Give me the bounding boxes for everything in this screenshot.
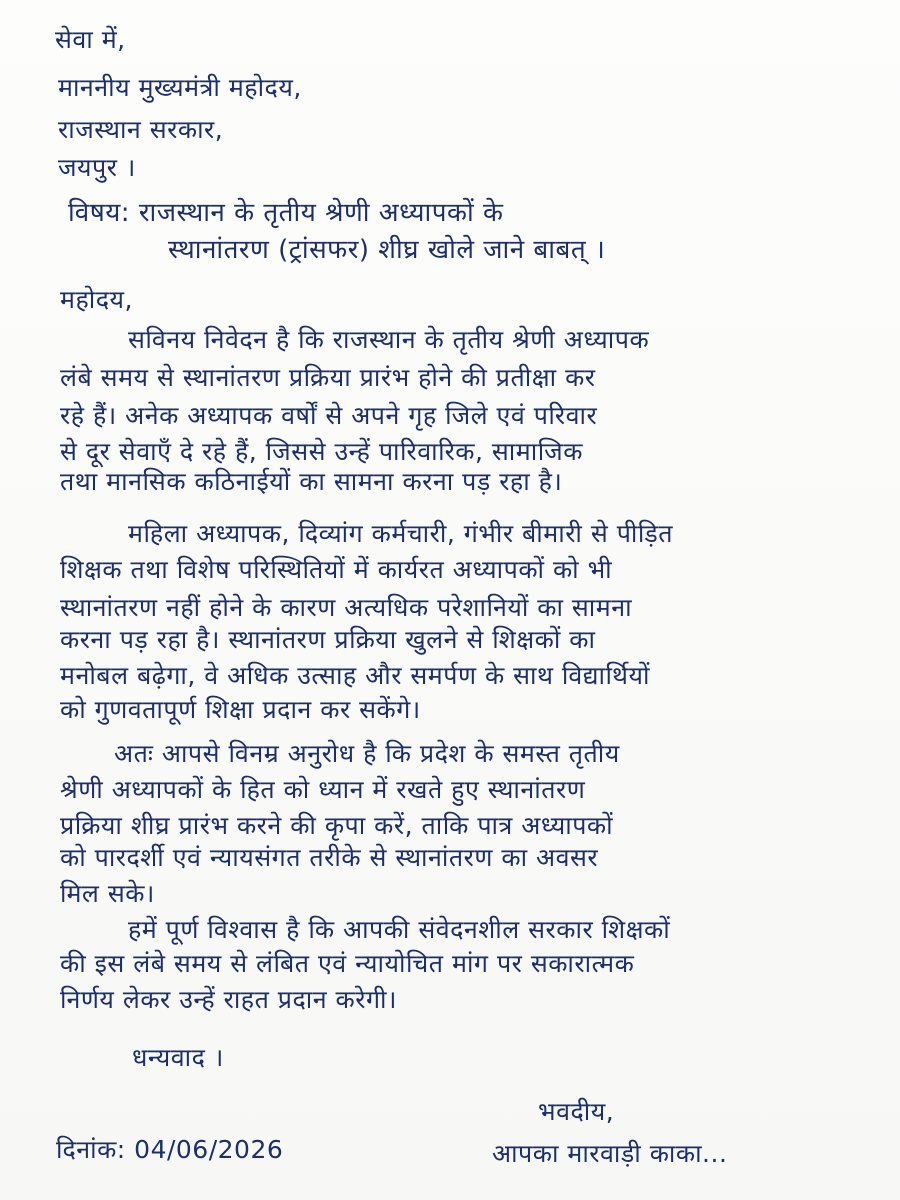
paragraph-1-line: सविनय निवेदन है कि राजस्थान के तृतीय श्रेणी अध्यापक <box>128 325 650 354</box>
paragraph-1-line: रहे हैं। अनेक अध्यापक वर्षों से अपने गृह जिले एवं परिवार <box>60 401 598 430</box>
paragraph-2-line: करना पड़ रहा है। स्थानांतरण प्रक्रिया खुलने से शिक्षकों का <box>60 625 596 654</box>
addressee: माननीय मुख्यमंत्री महोदय, <box>58 73 302 102</box>
paragraph-4-line: निर्णय लेकर उन्हें राहत प्रदान करेगी। <box>60 985 398 1014</box>
subject-line-1: विषय: राजस्थान के तृतीय श्रेणी अध्यापकों के <box>68 198 504 228</box>
subject-line-2: स्थानांतरण (ट्रांसफर) शीघ्र खोले जाने बाबत् । <box>168 235 606 265</box>
paragraph-3-line: मिल सके। <box>60 879 155 908</box>
paragraph-3-line: अतः आपसे विनम्र अनुरोध है कि प्रदेश के समस्त तृतीय <box>114 739 620 768</box>
paragraph-2-line: को गुणवतापूर्ण शिक्षा प्रदान कर सकेंगे। <box>60 695 421 724</box>
paragraph-3-line: श्रेणी अध्यापकों के हित को ध्यान में रखते हुए स्थानांतरण <box>60 775 586 804</box>
paragraph-2-line: महिला अध्यापक, दिव्यांग कर्मचारी, गंभीर बीमारी से पीड़ित <box>128 519 673 548</box>
closing: भवदीय, <box>538 1097 615 1126</box>
paragraph-3-line: प्रक्रिया शीघ्र प्रारंभ करने की कृपा करें, ताकि पात्र अध्यापकों <box>60 811 614 840</box>
paragraph-2-line: मनोबल बढ़ेगा, वे अधिक उत्साह और समर्पण के साथ विद्यार्थियों <box>60 661 650 690</box>
paragraph-1-line: तथा मानसिक कठिनाईयों का सामना करना पड़ रहा है। <box>60 467 563 496</box>
signature: आपका मारवाड़ी काका... <box>492 1139 728 1168</box>
thanks: धन्यवाद । <box>132 1043 224 1072</box>
paragraph-4-line: हमें पूर्ण विश्वास है कि आपकी संवेदनशील सरकार शिक्षकों <box>128 915 671 944</box>
paragraph-4-line: की इस लंबे समय से लंबित एवं न्यायोचित मांग पर सकारात्मक <box>60 949 635 978</box>
city: जयपुर । <box>58 153 136 182</box>
paragraph-2-line: स्थानांतरण नहीं होने के कारण अत्यधिक परेशानियों का सामना <box>60 593 633 622</box>
government: राजस्थान सरकार, <box>58 115 224 144</box>
date: दिनांक: 04/06/2026 <box>56 1135 284 1164</box>
greeting: महोदय, <box>60 285 133 314</box>
paragraph-3-line: को पारदर्शी एवं न्यायसंगत तरीके से स्थानांतरण का अवसर <box>60 843 599 872</box>
paragraph-1-line: से दूर सेवाएँ दे रहे हैं, जिससे उन्हें पारिवारिक, सामाजिक <box>60 437 583 466</box>
salutation-to: सेवा में, <box>55 25 126 54</box>
paragraph-1-line: लंबे समय से स्थानांतरण प्रक्रिया प्रारंभ होने की प्रतीक्षा कर <box>60 363 596 392</box>
paragraph-2-line: शिक्षक तथा विशेष परिस्थितियों में कार्यरत अध्यापकों को भी <box>60 555 613 584</box>
